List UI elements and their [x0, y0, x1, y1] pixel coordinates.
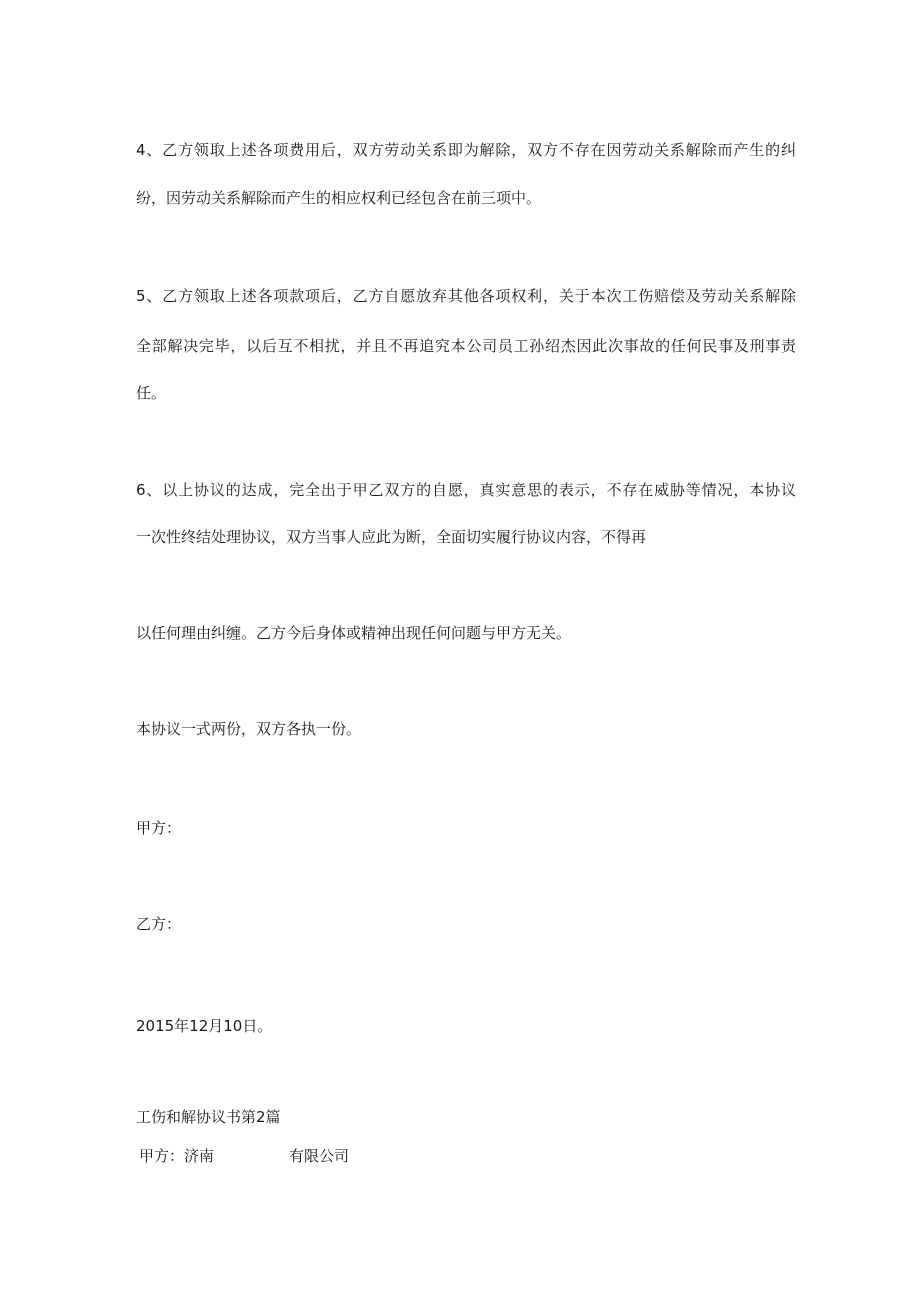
- agreement-date: 2015年12月10日。: [136, 1017, 273, 1035]
- clause-4-line-1: 4、乙方领取上述各项费用后，双方劳动关系即为解除，双方不存在因劳动关系解除而产生的纠: [136, 141, 796, 159]
- copies-statement: 本协议一式两份，双方各执一份。: [136, 720, 362, 738]
- party-b-signature-label: 乙方：: [136, 915, 182, 933]
- next-agreement-party-a: 甲方：济南 有限公司: [139, 1147, 350, 1165]
- clause-6-line-1: 6、以上协议的达成，完全出于甲乙双方的自愿，真实意思的表示，不存在威胁等情况，本协议: [136, 481, 796, 499]
- clause-4-line-2: 纷，因劳动关系解除而产生的相应权利已经包含在前三项中。: [136, 189, 542, 207]
- clause-5-line-3: 任。: [136, 384, 167, 402]
- party-a-signature-label: 甲方：: [136, 819, 182, 837]
- clause-5-line-1: 5、乙方领取上述各项款项后，乙方自愿放弃其他各项权利，关于本次工伤赔偿及劳动关系解除: [136, 287, 796, 305]
- clause-5-line-2: 全部解决完毕，以后互不相扰，并且不再追究本公司员工孙绍杰因此次事故的任何民事及刑事责: [136, 337, 796, 355]
- clause-6-line-3: 以任何理由纠缠。乙方今后身体或精神出现任何问题与甲方无关。: [136, 624, 572, 642]
- clause-6-line-2: 一次性终结处理协议，双方当事人应此为断，全面切实履行协议内容，不得再: [136, 528, 647, 546]
- next-agreement-title: 工伤和解协议书第2篇: [136, 1108, 281, 1126]
